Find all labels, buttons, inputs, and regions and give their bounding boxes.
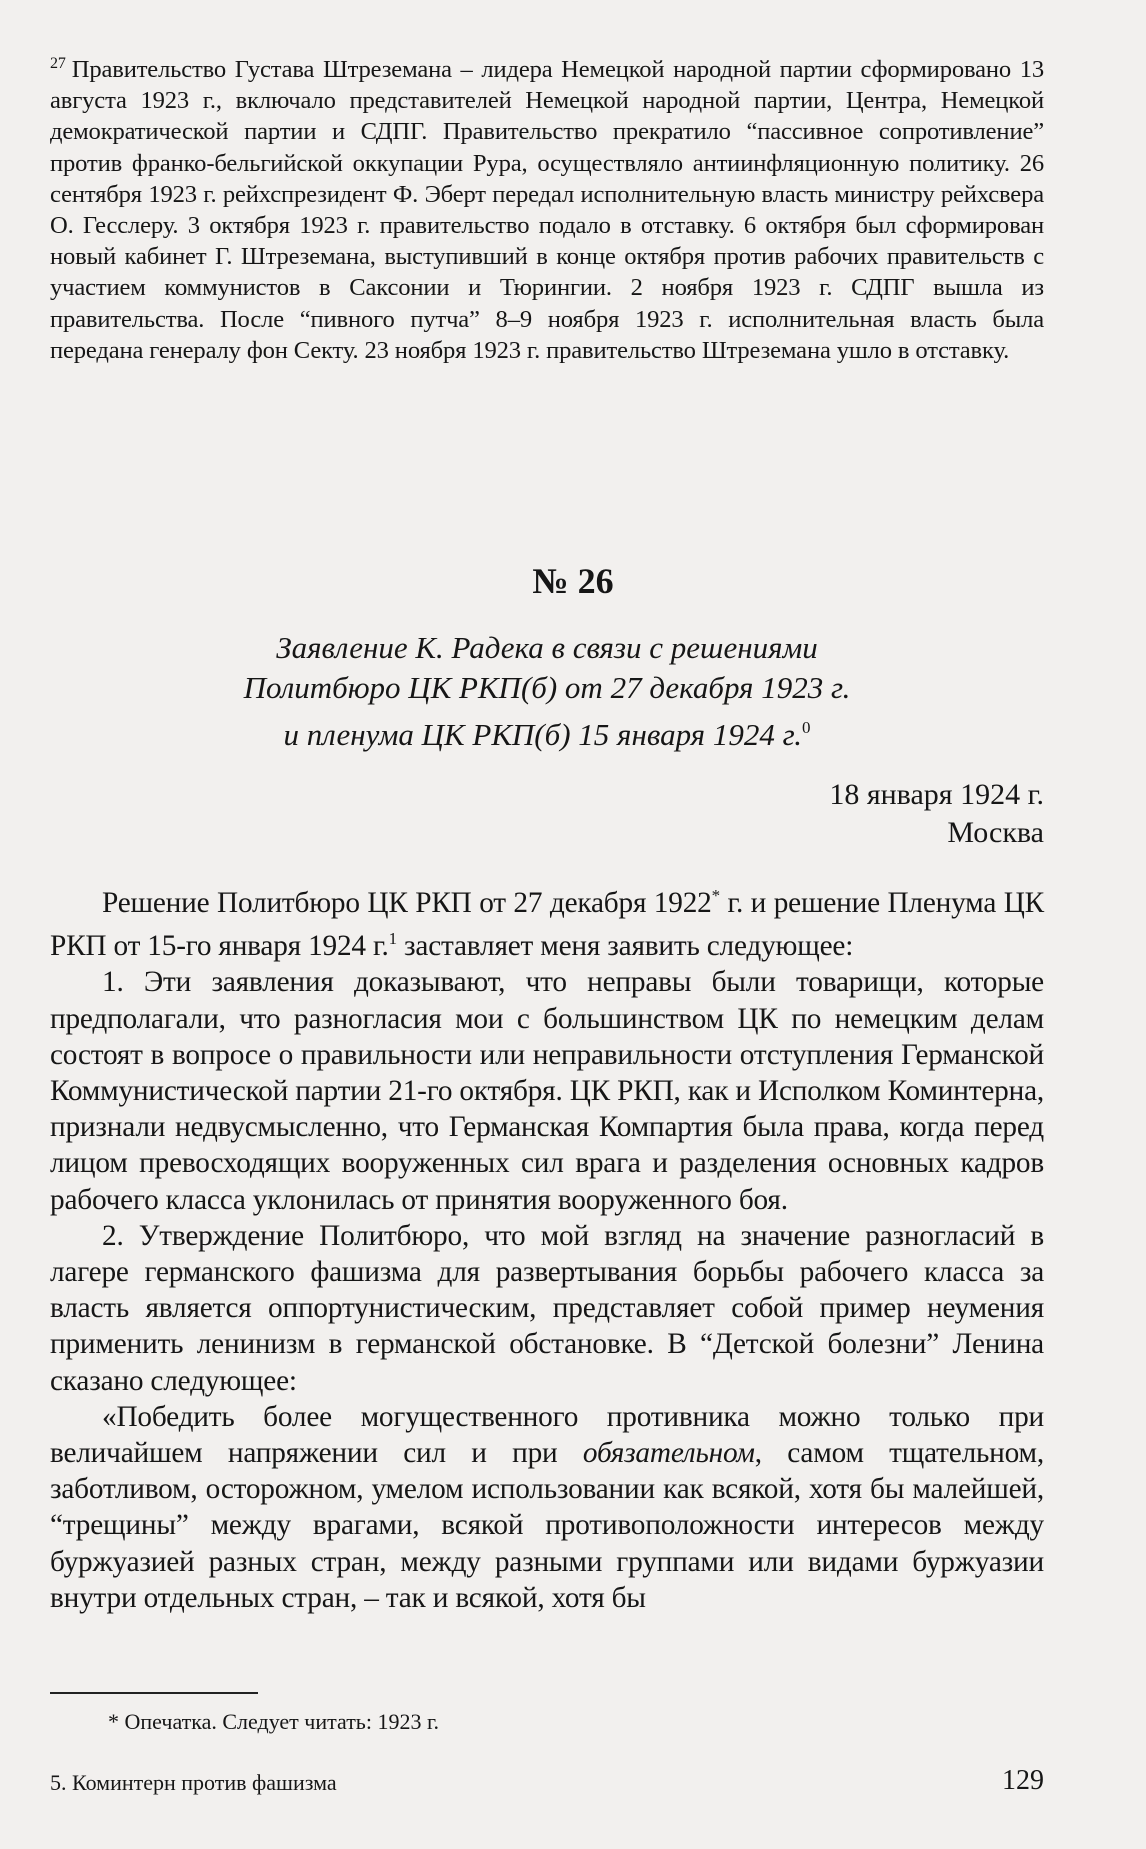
paragraph-intro bbox=[50, 878, 1044, 964]
paragraph-quote bbox=[50, 1399, 1044, 1616]
footnote-27 bbox=[50, 48, 1044, 366]
footnote-text: Правительство Густава Штреземана – лидера Немецкой народной партии сформировано 13 августа 1923 г., включало представителей Немецкой народной партии, Центра, Немецкой демократической партии и СДПГ. Правительство прекратило “пассивное сопротивление” против франко-бельгийской оккупации Рура, осуществляло антиинфляционную политику. 26 сентября 1923 г. рейхспрезидент Ф. Эберт передал исполнительную власть министру рейхсвера О. Гесслеру. 3 октября 1923 г. правительство подало в отставку. 6 октября был сформирован новый кабинет Г. Штреземана, выступивший в конце октября против рабочих правительств с участием коммунистов в Саксонии и Тюрингии. 2 ноября 1923 г. СДПГ вышла из правительства. После “пивного путча” 8–9 ноября 1923 г. исполнительная власть была передана генералу фон Секту. 23 ноября 1923 г. правительство Штреземана ушло в отставку. bbox=[50, 56, 1044, 364]
title-line-1: Заявление К. Радека в связи с решениями bbox=[276, 630, 818, 665]
text-run: , самом тщательном, заботливом, осторожном, умелом использовании как всякой, хотя бы малейшей, “трещины” между врагами, всякой противоположности интересов между буржуазией разных стран, между разными группами или видами буржуазии внутри отдельных стран, – так и всякой, хотя бы bbox=[50, 1437, 1045, 1614]
document-title bbox=[50, 628, 1044, 755]
text-run: Решение Политбюро ЦК РКП от 27 декабря 1922 bbox=[102, 887, 712, 919]
text-run: «Победить более могущественного противника можно только при величайшем напряжении сил и при bbox=[50, 1400, 1044, 1470]
document-number: № 26 bbox=[532, 561, 614, 601]
document-date: 18 января 1924 г. bbox=[829, 778, 1044, 811]
title-line-3: и пленума ЦК РКП(б) 15 января 1924 г. bbox=[283, 717, 803, 752]
footnote-number: 27 bbox=[50, 55, 66, 72]
footnote-erratum: * Опечатка. Следует читать: 1923 г. bbox=[108, 1709, 439, 1734]
paragraph-point-2: 2. Утверждение Политбюро, что мой взгляд на значение разногласий в лагере германского фашизма для развертывания борьбы рабочего класса за власть является оппортунистическим, представляет собой пример неумения применить ленинизм в германской обстановке. В “Детской болезни” Ленина сказано следующее: bbox=[50, 1219, 1044, 1397]
title-line-2: Политбюро ЦК РКП(б) от 27 декабря 1923 г. bbox=[243, 670, 851, 705]
document-place: Москва bbox=[947, 816, 1044, 849]
running-footer: 5. Коминтерн против фашизма bbox=[50, 1770, 337, 1795]
title-note-mark: 0 bbox=[802, 718, 811, 737]
note-marker: 1 bbox=[388, 929, 397, 949]
text-run: заставляет меня заявить следующее: bbox=[396, 930, 854, 963]
title-line-3-wrap bbox=[50, 708, 1044, 755]
paragraph-point-1: 1. Эти заявления доказывают, что неправы были товарищи, которые предполагали, что разногласия мои с большинством ЦК по немецким делам состоят в вопросе о правильности или неправильности отступления Германской Коммунистической партии 21-го октября. ЦК РКП, как и Исполком Коминтерна, признали недвусмысленно, что Германская Компартия была права, когда перед лицом превосходящих вооруженных сил врага и разделения основных кадров рабочего класса уклонилась от принятия вооруженного боя. bbox=[50, 966, 1044, 1216]
footnote-divider bbox=[50, 1692, 258, 1694]
footnote-marker: * bbox=[711, 886, 720, 905]
text-run: г. и решение Пленума ЦК РКП от 15-го января 1924 г. bbox=[50, 887, 1044, 963]
page-number: 129 bbox=[1002, 1765, 1044, 1796]
italic-emphasis: обязательном bbox=[582, 1437, 755, 1470]
document-body bbox=[50, 878, 1044, 1616]
